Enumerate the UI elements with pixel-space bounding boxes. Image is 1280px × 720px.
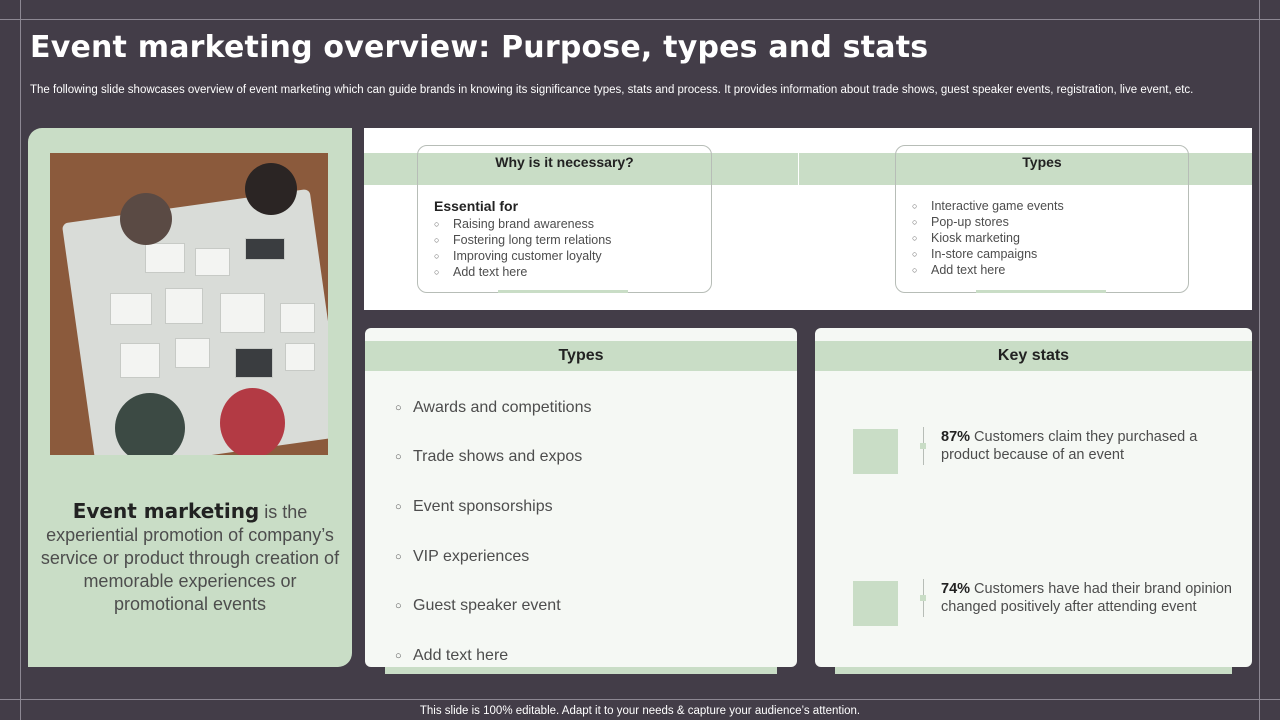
stat-description: Customers claim they purchased a product because of an event <box>941 429 1198 463</box>
why-card-body <box>434 198 701 280</box>
bullet-icon: ○ <box>912 201 918 211</box>
list-item-text: Fostering long term relations <box>453 233 612 247</box>
band-divider <box>798 153 799 185</box>
slide-title: Event marketing overview: Purpose, types and stats <box>30 30 929 65</box>
box-foot <box>385 667 777 674</box>
list-item-text: Pop-up stores <box>931 215 1009 229</box>
bullet-icon: ○ <box>395 550 402 563</box>
bullet-icon: ○ <box>912 217 918 227</box>
stat-value: 74% <box>941 581 971 597</box>
stat-value: 87% <box>941 429 971 445</box>
left-panel <box>28 128 352 667</box>
list-item <box>912 230 1178 246</box>
stat-description: Customers have had their brand opinion changed positively after attending event <box>941 581 1232 615</box>
list-item-text: Add text here <box>453 265 528 279</box>
list-item-text: Improving customer loyalty <box>453 249 602 263</box>
photo-team-meeting <box>50 153 328 455</box>
bullet-icon: ○ <box>395 451 402 464</box>
list-item <box>434 232 701 248</box>
list-item-text: Add text here <box>931 263 1006 277</box>
bullet-icon: ○ <box>395 649 402 662</box>
list-item <box>395 433 591 483</box>
frame-right-line <box>1259 0 1260 720</box>
box-foot <box>835 667 1232 674</box>
frame-bottom-line <box>0 699 1280 700</box>
list-item <box>912 262 1178 278</box>
stat-text <box>941 428 1241 464</box>
list-item-text: In-store campaigns <box>931 247 1038 261</box>
list-item <box>434 216 701 232</box>
definition-lead: Event marketing <box>72 499 260 523</box>
list-item-text: Trade shows and expos <box>413 448 583 466</box>
list-item-text: Raising brand awareness <box>453 217 595 231</box>
list-item <box>395 532 591 582</box>
list-item <box>434 264 701 280</box>
why-card <box>417 145 712 293</box>
list-item <box>912 214 1178 230</box>
stats-box-heading: Key stats <box>815 341 1252 371</box>
types-box-heading: Types <box>365 341 797 371</box>
types-card-heading: Types <box>1022 154 1062 170</box>
card-underline <box>976 290 1106 293</box>
list-item-text: Interactive game events <box>931 199 1064 213</box>
slide-subtitle: The following slide showcases overview of event marketing which can guide brands in knowing its significance types, stats and process. It provides information about trade shows, guest speaker events, registration, live event, etc. <box>30 84 1194 96</box>
frame-left-line <box>20 0 21 720</box>
stat-dot <box>920 443 926 449</box>
definition-text: is the experiential promotion of company’s service or product through creation of memorable experiences or promotional events <box>40 502 340 614</box>
bullet-icon: ○ <box>395 600 402 613</box>
list-item-text: VIP experiences <box>413 547 530 565</box>
stat-dot <box>920 595 926 601</box>
frame-top-line <box>0 19 1280 20</box>
stats-box <box>815 328 1252 667</box>
card-underline <box>498 290 628 293</box>
why-card-lead: Essential for <box>434 198 519 214</box>
list-item <box>395 581 591 631</box>
list-item <box>395 383 591 433</box>
types-card-body <box>912 198 1178 278</box>
bullet-icon: ○ <box>434 267 440 277</box>
top-panel <box>364 128 1252 310</box>
bullet-icon: ○ <box>395 500 402 513</box>
types-box <box>365 328 797 667</box>
types-list <box>395 383 591 681</box>
bullet-icon: ○ <box>395 401 402 414</box>
bullet-icon: ○ <box>434 251 440 261</box>
list-item-text: Add text here <box>413 646 509 664</box>
types-card <box>895 145 1189 293</box>
stat-text <box>941 580 1241 616</box>
event-marketing-definition <box>40 500 340 616</box>
list-item <box>912 246 1178 262</box>
list-item-text: Kiosk marketing <box>931 231 1020 245</box>
bullet-icon: ○ <box>434 219 440 229</box>
stat-square-icon <box>853 429 898 474</box>
list-item <box>395 482 591 532</box>
list-item <box>434 248 701 264</box>
list-item-text: Event sponsorships <box>413 497 553 515</box>
bullet-icon: ○ <box>912 265 918 275</box>
list-item-text: Awards and competitions <box>413 398 592 416</box>
list-item-text: Guest speaker event <box>413 597 561 615</box>
bullet-icon: ○ <box>912 233 918 243</box>
footer-note: This slide is 100% editable. Adapt it to your needs & capture your audience’s attention. <box>419 705 861 717</box>
list-item <box>912 198 1178 214</box>
bullet-icon: ○ <box>434 235 440 245</box>
why-card-heading: Why is it necessary? <box>495 154 634 170</box>
bullet-icon: ○ <box>912 249 918 259</box>
stat-square-icon <box>853 581 898 626</box>
